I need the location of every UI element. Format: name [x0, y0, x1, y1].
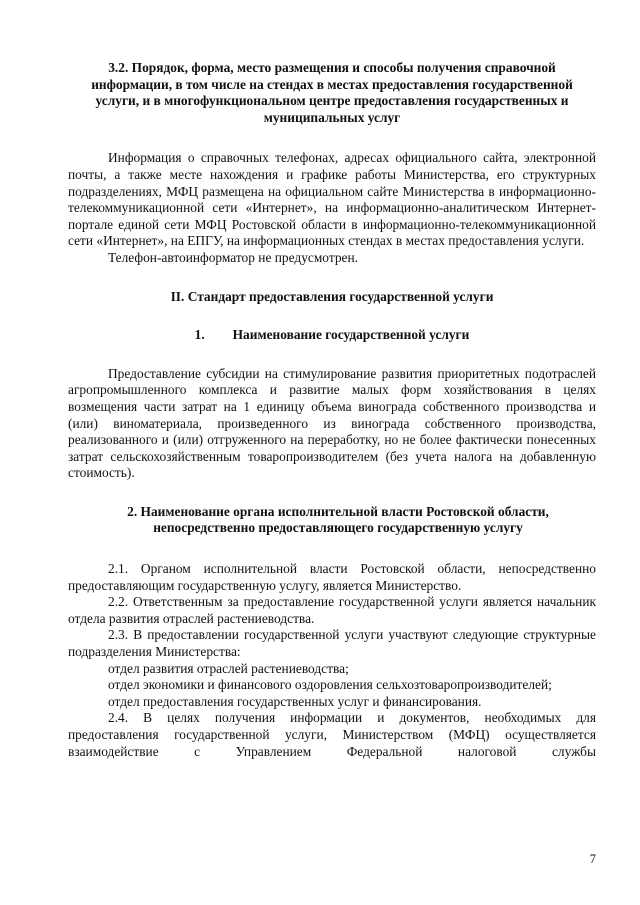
item-2-1: 2.1. Органом исполнительной власти Ростовской области, непосредственно предоставляющим государственную услугу, является Министерство. — [68, 561, 596, 593]
item-2-2: 2.2. Ответственным за предоставление государственной услуги является начальник отдела развития отраслей растениеводства. — [68, 594, 596, 626]
section-1-number: 1. — [194, 327, 205, 343]
section-3-2-heading: 3.2. Порядок, форма, место размещения и способы получения справочной информации, в том числе на стендах в местах предоставления государственной услуги, и в многофункциональном центре предоставления государственных и муниципальных услуг — [91, 60, 573, 125]
section-2-heading: 2. Наименование органа исполнительной власти Ростовской области, непосредственно предоставляющего государственную услугу — [127, 503, 549, 536]
section-1-heading — [68, 327, 596, 344]
page-number: 7 — [589, 852, 596, 866]
section-3-2-phone-paragraph: Телефон-автоинформатор не предусмотрен. — [108, 249, 358, 265]
document-page — [68, 60, 596, 760]
section-1-paragraph: Предоставление субсидии на стимулирование развития приоритетных подотраслей агропромышленного комплекса и развитие малых форм хозяйствования в целях возмещения части затрат на 1 единицу объема винограда собственного производства и (или) виноматериала, произведенного из винограда собственного производства, реализованного и (или) отгруженного на переработку, но не более фактически понесенных затрат сельскохозяйственным товаропроизводителем (без учета налога на добавленную стоимость). — [68, 365, 596, 481]
list-item: отдел развития отраслей растениеводства; — [108, 660, 349, 676]
section-1-title: Наименование государственной услуги — [232, 327, 470, 343]
section-II-heading: II. Стандарт предоставления государственной услуги — [170, 288, 494, 304]
item-2-4: 2.4. В целях получения информации и документов, необходимых для предоставления государственной услуги, Министерством (МФЦ) осуществляется взаимодействие с Управлением Федеральной налоговой службы — [68, 710, 596, 759]
list-item: отдел предоставления государственных услуг и финансирования. — [108, 693, 482, 709]
section-3-2-info-paragraph: Информация о справочных телефонах, адресах официального сайта, электронной почты, а также месте нахождения и графике работы Министерства, его структурных подразделениях, МФЦ размещена на официальном сайте Министерства в информационно-телекоммуникационной сети «Интернет», на информационно-аналитическом Интернет-портале единой сети МФЦ Ростовской области в информационно-телекоммуникационной сети «Интернет», на ЕПГУ, на информационных стендах в местах предоставления услуги. — [68, 150, 596, 249]
item-2-3: 2.3. В предоставлении государственной услуги участвуют следующие структурные подразделения Министерства: — [68, 627, 596, 660]
list-item: отдел экономики и финансового оздоровления сельхозтоваропроизводителей; — [108, 677, 552, 693]
